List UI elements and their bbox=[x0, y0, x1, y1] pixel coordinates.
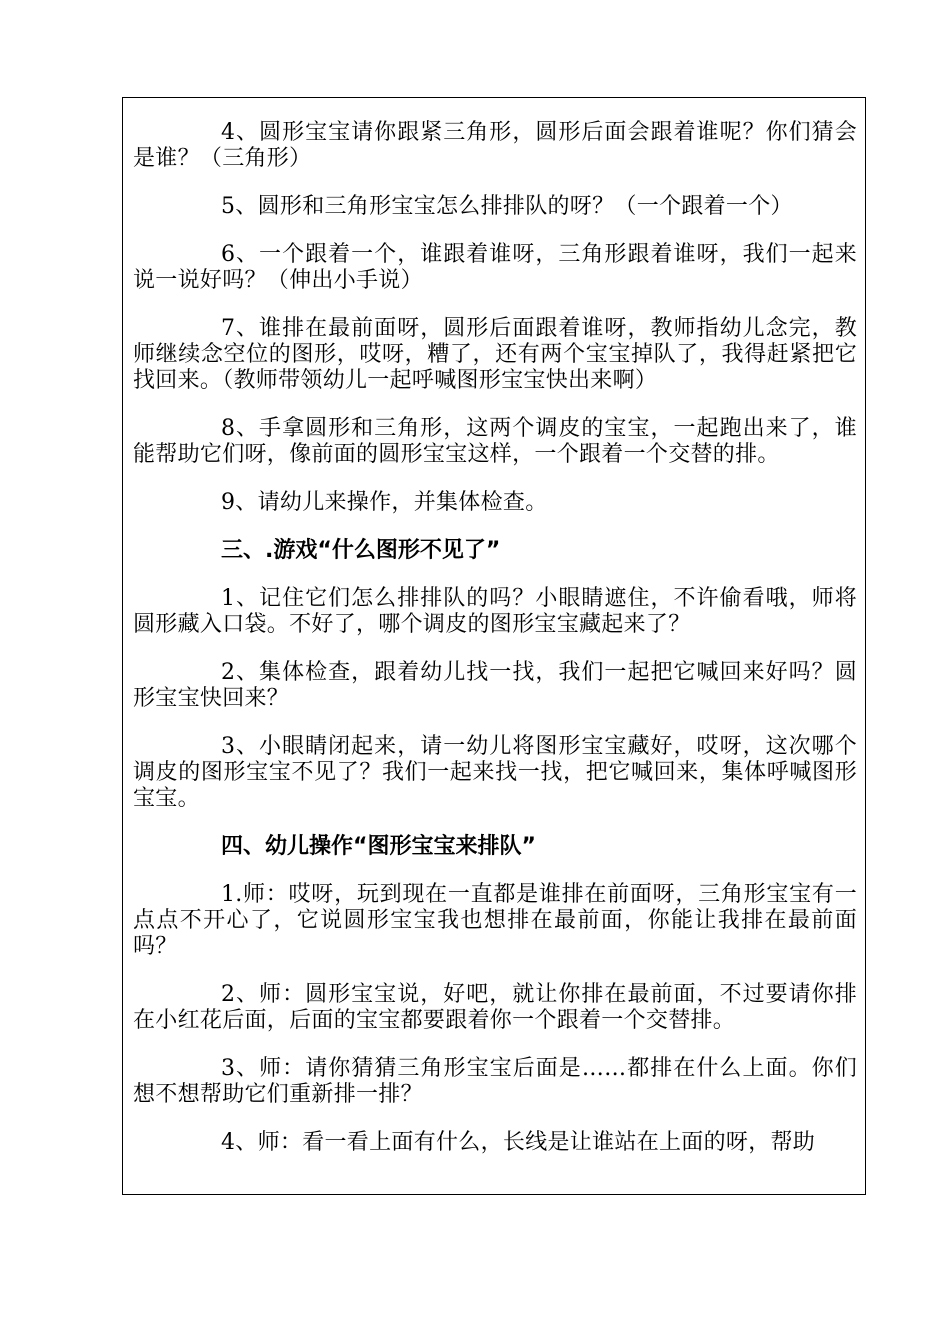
paragraph-4-2: 2、师：圆形宝宝说，好吧，就让你排在最前面，不过要请你排在小红花后面，后面的宝宝都要跟着你一个跟着一个交替排。 bbox=[133, 982, 857, 1033]
paragraph-4-1: 1.师：哎呀，玩到现在一直都是谁排在前面呀，三角形宝宝有一点点不开心了，它说圆形宝宝我也想排在最前面，你能让我排在最前面吗？ bbox=[133, 882, 857, 959]
paragraph-3-1: 1、记住它们怎么排排队的吗？小眼睛遮住，不许偷看哦，师将圆形藏入口袋。不好了，哪个调皮的图形宝宝藏起来了？ bbox=[133, 586, 857, 637]
section-heading-3: 三、.游戏“什么图形不见了” bbox=[221, 538, 501, 563]
paragraph-3-3: 3、小眼睛闭起来，请一幼儿将图形宝宝藏好，哎呀，这次哪个调皮的图形宝宝不见了？我们一起来找一找，把它喊回来，集体呼喊图形宝宝。 bbox=[133, 734, 857, 811]
section-heading-4: 四、幼儿操作“图形宝宝来排队” bbox=[221, 834, 536, 859]
paragraph-5: 5、圆形和三角形宝宝怎么排排队的呀？（一个跟着一个） bbox=[221, 194, 793, 219]
paragraph-4: 4、圆形宝宝请你跟紧三角形，圆形后面会跟着谁呢？你们猜会是谁？（三角形） bbox=[133, 120, 857, 171]
paragraph-3-2: 2、集体检查，跟着幼儿找一找，我们一起把它喊回来好吗？圆形宝宝快回来？ bbox=[133, 660, 857, 711]
paragraph-7: 7、谁排在最前面呀，圆形后面跟着谁呀，教师指幼儿念完，教师继续念空位的图形，哎呀，糟了，还有两个宝宝掉队了，我得赶紧把它找回来。（教师带领幼儿一起呼喊图形宝宝快出来啊） bbox=[133, 316, 857, 393]
paragraph-4-3: 3、师：请你猜猜三角形宝宝后面是……都排在什么上面。你们想不想帮助它们重新排一排？ bbox=[133, 1056, 857, 1107]
paragraph-8: 8、手拿圆形和三角形，这两个调皮的宝宝，一起跑出来了，谁能帮助它们呀，像前面的圆形宝宝这样，一个跟着一个交替的排。 bbox=[133, 416, 857, 467]
document-content bbox=[133, 120, 857, 1178]
paragraph-4-4: 4、师：看一看上面有什么，长线是让谁站在上面的呀，帮助 bbox=[221, 1130, 816, 1155]
document-frame bbox=[122, 97, 866, 1195]
paragraph-6: 6、一个跟着一个，谁跟着谁呀，三角形跟着谁呀，我们一起来说一说好吗？（伸出小手说） bbox=[133, 242, 857, 293]
paragraph-9: 9、请幼儿来操作，并集体检查。 bbox=[221, 490, 548, 515]
